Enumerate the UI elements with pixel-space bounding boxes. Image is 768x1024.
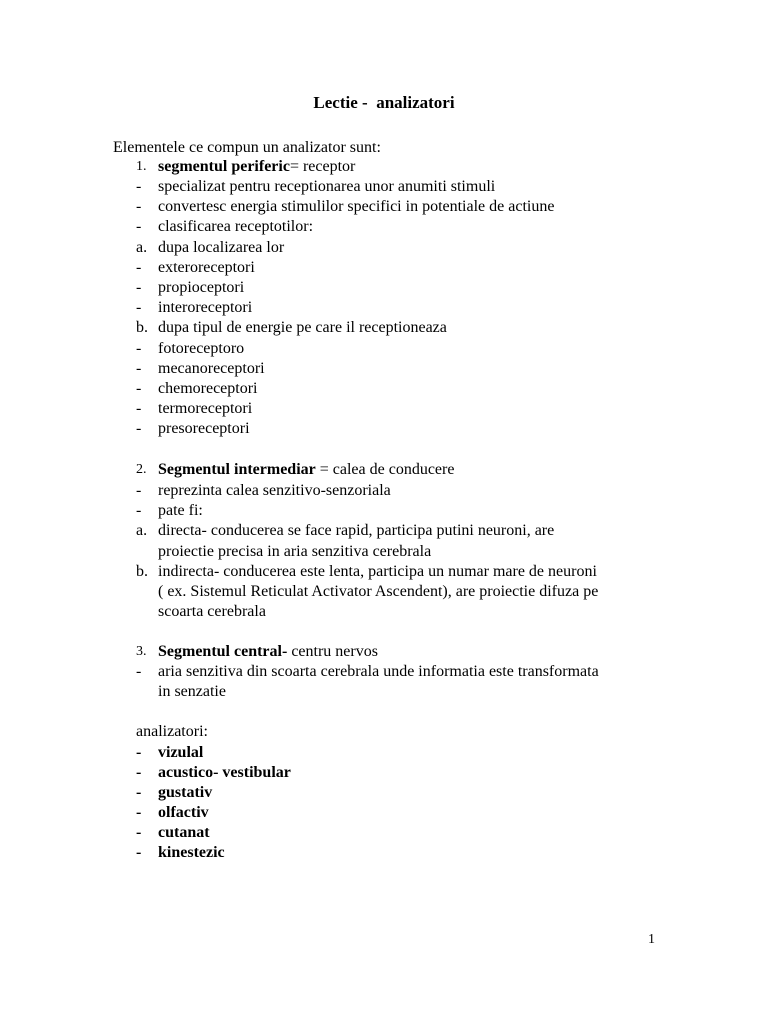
list-item-text: aria senzitiva din scoarta cerebrala unde informatia este transformata <box>158 663 599 680</box>
list-marker: - <box>136 764 142 781</box>
segment2-number: 2. <box>136 462 147 477</box>
list-item-text: indirecta- conducerea este lenta, participa un numar mare de neuroni <box>158 562 597 580</box>
segment2-subtitle: = calea de conducere <box>315 461 455 478</box>
list-marker: - <box>136 380 142 397</box>
list-marker: a. <box>136 522 148 540</box>
list-marker: - <box>136 420 142 438</box>
segment3-title: Segmentul central- <box>158 643 288 660</box>
segment3-continuation: in senzatie <box>158 683 226 701</box>
list-item-text: dupa tipul de energie pe care il receptioneaza <box>158 319 447 337</box>
list-item-text: pate fi: <box>158 502 203 520</box>
list-marker: - <box>136 400 142 418</box>
segment2-continuation: ( ex. Sistemul Reticulat Activator Ascendent), are proiectie difuza pe <box>158 583 599 600</box>
list-item-text: termoreceptori <box>158 400 253 418</box>
list-item-text: fotoreceptoro <box>158 339 245 357</box>
list-item-text: specializat pentru receptionarea unor anumiti stimuli <box>158 178 496 195</box>
list-marker: - <box>136 482 142 499</box>
list-marker: - <box>136 299 142 317</box>
list-item-text: directa- conducerea se face rapid, participa putini neuroni, are <box>158 522 555 540</box>
list-item-text: exteroreceptori <box>158 258 255 276</box>
list-marker: - <box>136 198 142 216</box>
analizatori-label: analizatori: <box>136 723 208 740</box>
list-marker: - <box>136 844 142 861</box>
list-marker: - <box>136 178 142 195</box>
list-marker: - <box>136 804 142 821</box>
list-marker: b. <box>136 319 148 337</box>
list-item-text: kinestezic <box>158 844 225 861</box>
list-item-text: mecanoreceptori <box>158 359 265 377</box>
segment2-title: Segmentul intermediar <box>158 461 316 478</box>
list-item-text: presoreceptori <box>158 420 250 438</box>
list-item-text: olfactiv <box>158 804 209 821</box>
list-item-text: propioceptori <box>158 279 245 296</box>
segment1-number: 1. <box>136 159 147 174</box>
list-marker: - <box>136 218 142 236</box>
list-item-text: convertesc energia stimulilor specifici in potentiale de actiune <box>158 198 555 216</box>
list-item-text: acustico- vestibular <box>158 764 291 781</box>
list-marker: - <box>136 502 142 520</box>
segment3-number: 3. <box>136 644 147 659</box>
list-marker: b. <box>136 562 148 580</box>
list-marker: - <box>136 359 142 377</box>
list-item-text: dupa localizarea lor <box>158 238 285 256</box>
list-item-text: gustativ <box>158 784 213 801</box>
list-item-text: vizulal <box>158 744 204 761</box>
list-marker: - <box>136 824 142 841</box>
page-title: Lectie - analizatori <box>313 93 455 112</box>
segment1-title: segmentul periferic <box>158 158 290 175</box>
list-marker: - <box>136 744 142 761</box>
list-item-text: reprezinta calea senzitivo-senzoriala <box>158 482 391 499</box>
segment3-subtitle: centru nervos <box>287 643 378 660</box>
list-marker: - <box>136 279 142 296</box>
list-marker: - <box>136 784 142 801</box>
page-number: 1 <box>648 932 655 947</box>
segment1-subtitle: = receptor <box>289 158 356 175</box>
list-item-text: chemoreceptori <box>158 380 258 397</box>
list-item-text: clasificarea receptotilor: <box>158 218 314 236</box>
list-marker: - <box>136 339 142 357</box>
list-marker: - <box>136 663 142 680</box>
segment2-continuation: proiectie precisa in aria senzitiva cerebrala <box>158 542 432 560</box>
intro-text: Elementele ce compun un analizator sunt: <box>113 139 381 156</box>
list-item-text: cutanat <box>158 824 210 841</box>
list-marker: a. <box>136 238 148 256</box>
segment2-continuation: scoarta cerebrala <box>158 603 266 621</box>
list-item-text: interoreceptori <box>158 299 253 317</box>
list-marker: - <box>136 258 142 276</box>
